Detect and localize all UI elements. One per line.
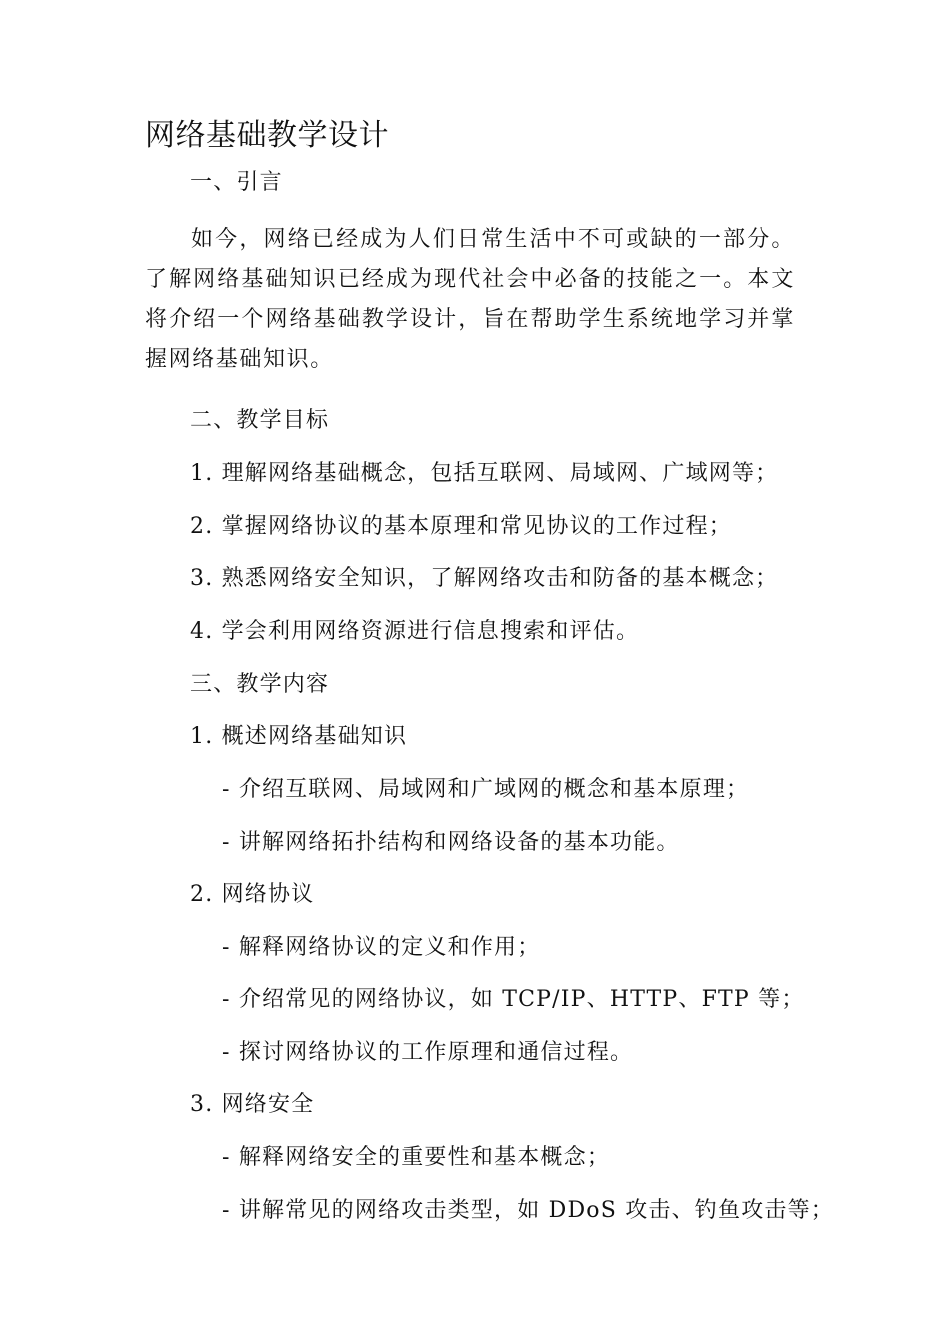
- content-topic-1-point-2: - 讲解网络拓扑结构和网络设备的基本功能。: [222, 830, 680, 855]
- goal-item-4: 4. 学会利用网络资源进行信息搜索和评估。: [190, 619, 640, 644]
- content-topic-1-point-1: - 介绍互联网、局域网和广域网的概念和基本原理；: [222, 777, 750, 802]
- content-topic-3-point-2: - 讲解常见的网络攻击类型，如 DDoS 攻击、钓鱼攻击等；: [222, 1198, 835, 1223]
- document-title: 网络基础教学设计: [145, 118, 389, 153]
- content-topic-2-point-1: - 解释网络协议的定义和作用；: [222, 935, 541, 960]
- section-heading-goals: 二、教学目标: [190, 408, 330, 433]
- goal-item-2: 2. 掌握网络协议的基本原理和常见协议的工作过程；: [190, 514, 732, 539]
- content-topic-2-point-2: - 介绍常见的网络协议，如 TCP/IP、HTTP、FTP 等；: [222, 987, 805, 1012]
- section-heading-intro: 一、引言: [190, 170, 283, 195]
- goal-item-1: 1. 理解网络基础概念，包括互联网、局域网、广域网等；: [190, 461, 779, 486]
- content-topic-3: 3. 网络安全: [190, 1092, 315, 1117]
- content-topic-3-point-1: - 解释网络安全的重要性和基本概念；: [222, 1145, 611, 1170]
- section-heading-content: 三、教学内容: [190, 672, 330, 697]
- intro-paragraph: 如今，网络已经成为人们日常生活中不可或缺的一部分。了解网络基础知识已经成为现代社会中必备的技能之一。本文将介绍一个网络基础教学设计，旨在帮助学生系统地学习并掌握网络基础知识。: [145, 227, 795, 372]
- content-topic-2-point-3: - 探讨网络协议的工作原理和通信过程。: [222, 1040, 634, 1065]
- content-topic-2: 2. 网络协议: [190, 882, 315, 907]
- goal-item-3: 3. 熟悉网络安全知识，了解网络攻击和防备的基本概念；: [190, 566, 779, 591]
- content-topic-1: 1. 概述网络基础知识: [190, 724, 408, 749]
